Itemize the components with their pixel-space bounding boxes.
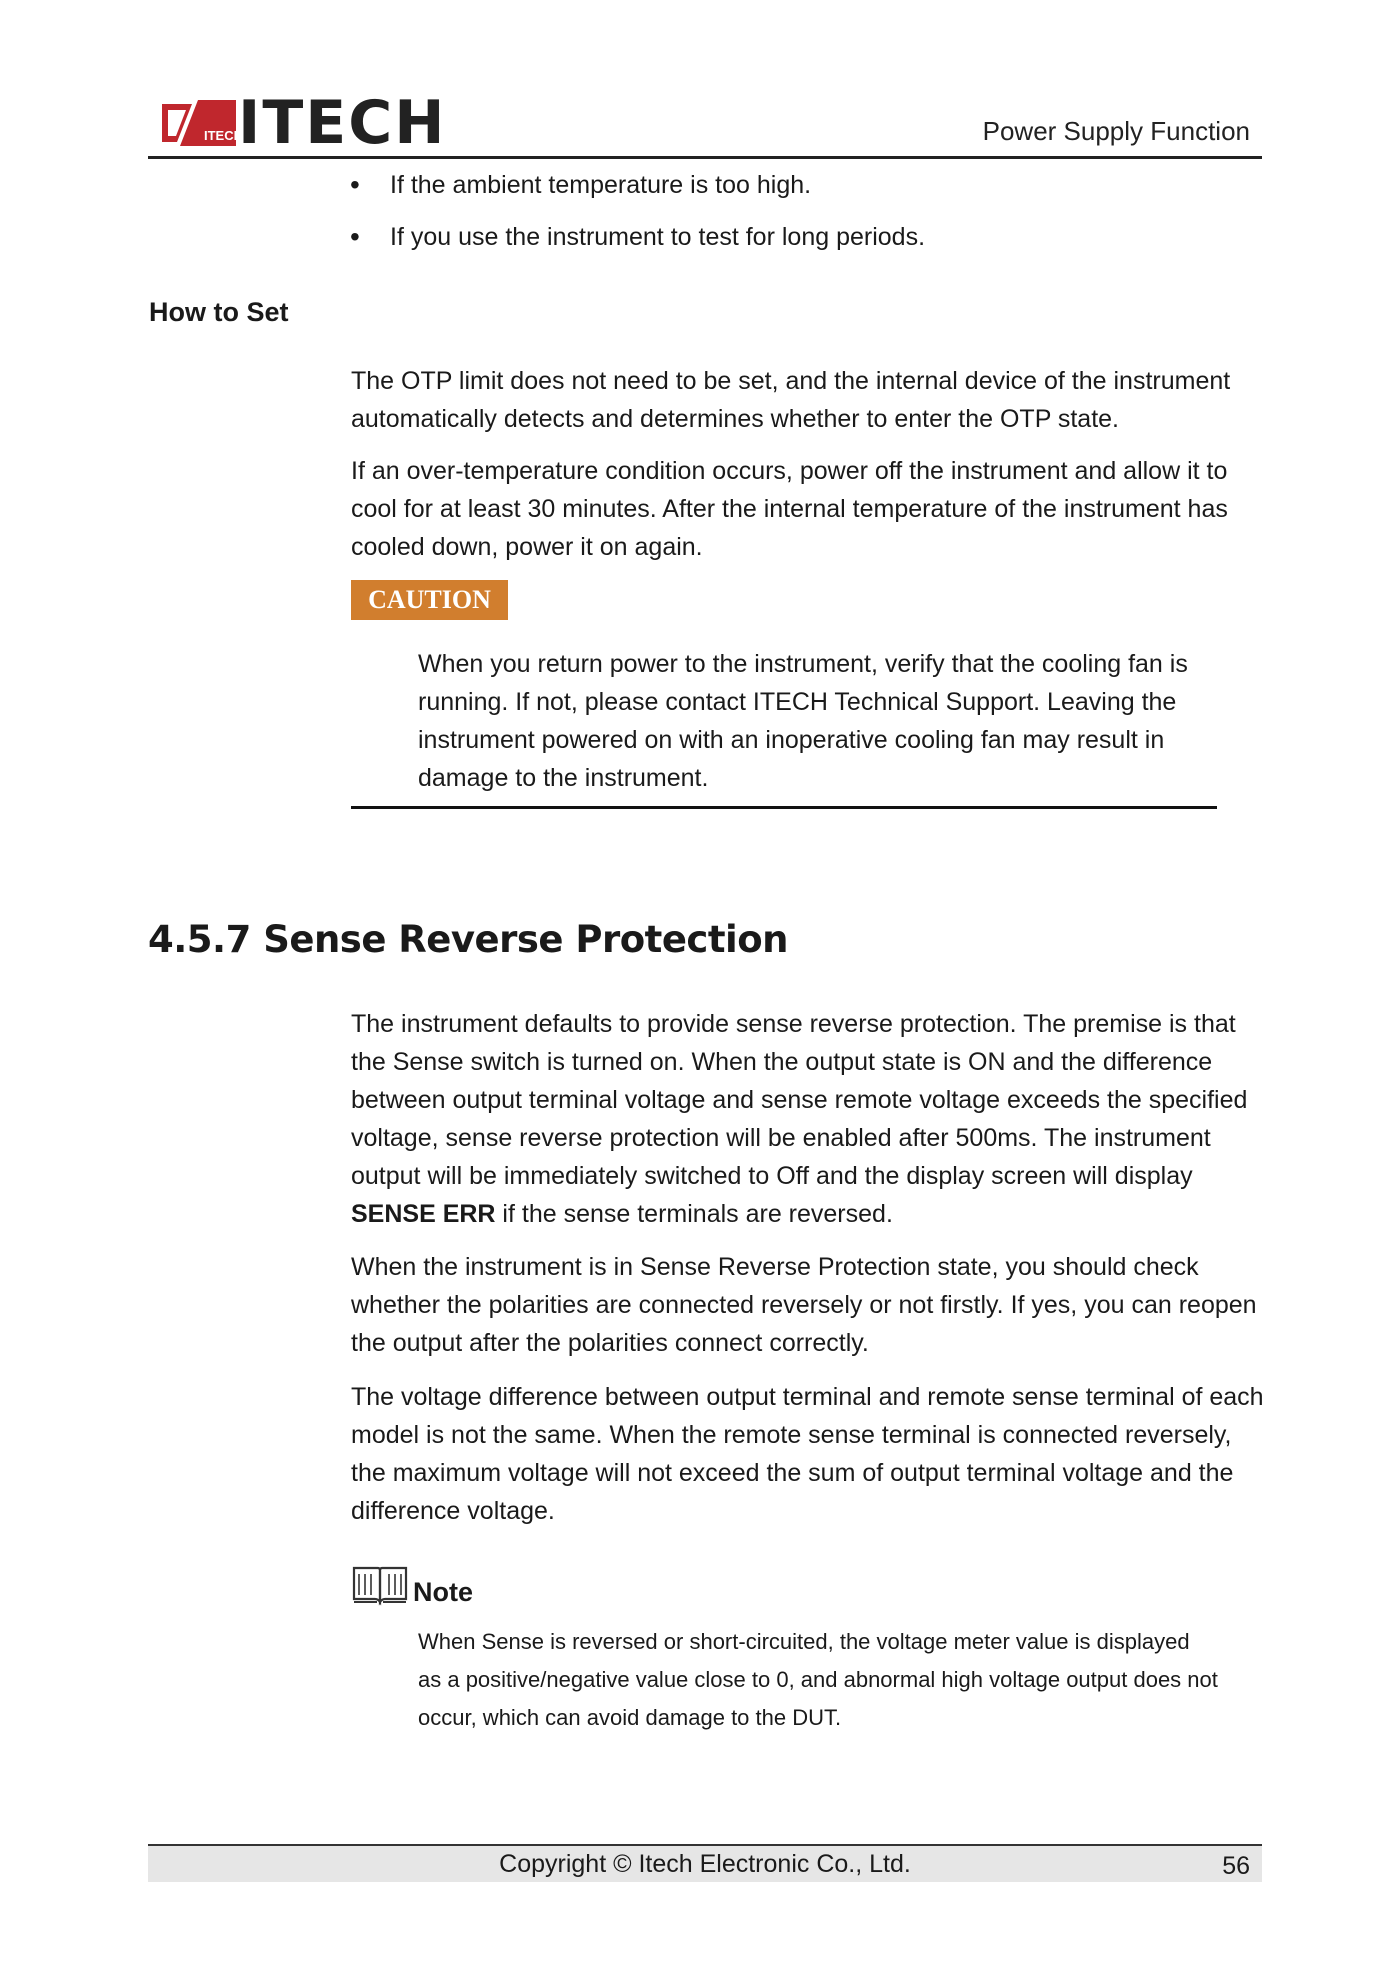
how-to-set-heading: How to Set xyxy=(149,297,289,327)
condition-bullet-list xyxy=(350,168,925,272)
caution-divider xyxy=(351,806,1217,809)
note-text: When Sense is reversed or short-circuited, the voltage meter value is displayed as a positive/negative value close to 0, and abnormal high voltage output does not occur, which can avoid damage to the DUT. xyxy=(418,1629,1218,1730)
section-paragraph-1-tail: if the sense terminals are reversed. xyxy=(495,1200,893,1228)
header-section-title: Power Supply Function xyxy=(982,116,1250,146)
section-paragraph-1-text: The instrument defaults to provide sense reverse protection. The premise is that the Sense switch is turned on. When the output state is ON and the difference between output terminal voltage and sense remote voltage exceeds the specified voltage, sense reverse protection will be enabled after 500ms. The instrument output will be immediately switched to Off and the display screen will display xyxy=(351,1010,1248,1190)
section-heading: 4.5.7 Sense Reverse Protection xyxy=(148,918,788,961)
itech-logo xyxy=(158,88,447,158)
section-paragraph-3: The voltage difference between output terminal and remote sense terminal of each model is not the same. When the remote sense terminal is connected reversely, the maximum voltage will not exceed the sum of output terminal voltage and the difference voltage. xyxy=(351,1383,1264,1525)
caution-badge: CAUTION xyxy=(351,580,508,620)
page-number: 56 xyxy=(1222,1852,1250,1880)
section-paragraph-2: When the instrument is in Sense Reverse Protection state, you should check whether the polarities are connected reversely or not firstly. If yes, you can reopen the output after the polarities connect correctly. xyxy=(351,1253,1257,1357)
book-icon xyxy=(351,1562,409,1606)
how-to-set-paragraph-2: If an over-temperature condition occurs, power off the instrument and allow it to cool for at least 30 minutes. After the internal temperature of the instrument has cooled down, power it on again. xyxy=(351,457,1228,561)
page-footer xyxy=(148,1844,1262,1882)
logo-text: ITECH xyxy=(238,88,447,158)
bullet-item: • If you use the instrument to test for long periods. xyxy=(350,220,925,254)
bullet-item: • If the ambient temperature is too high. xyxy=(350,168,925,202)
section-paragraph-1 xyxy=(351,1005,1265,1233)
how-to-set-paragraph-1: The OTP limit does not need to be set, and the internal device of the instrument automatically detects and determines whether to enter the OTP state. xyxy=(351,367,1231,433)
caution-text: When you return power to the instrument, verify that the cooling fan is running. If not, please contact ITECH Technical Support. Leaving the instrument powered on with an inoperative cooling fan may result in damage to the instrument. xyxy=(418,650,1188,792)
page-header xyxy=(148,90,1262,159)
logo-badge-text: ITECH xyxy=(204,128,243,143)
copyright-text: Copyright © Itech Electronic Co., Ltd. xyxy=(499,1850,911,1878)
sense-err-label: SENSE ERR xyxy=(351,1200,496,1228)
note-label: Note xyxy=(413,1577,473,1607)
itech-logo-mark-icon xyxy=(158,100,243,146)
